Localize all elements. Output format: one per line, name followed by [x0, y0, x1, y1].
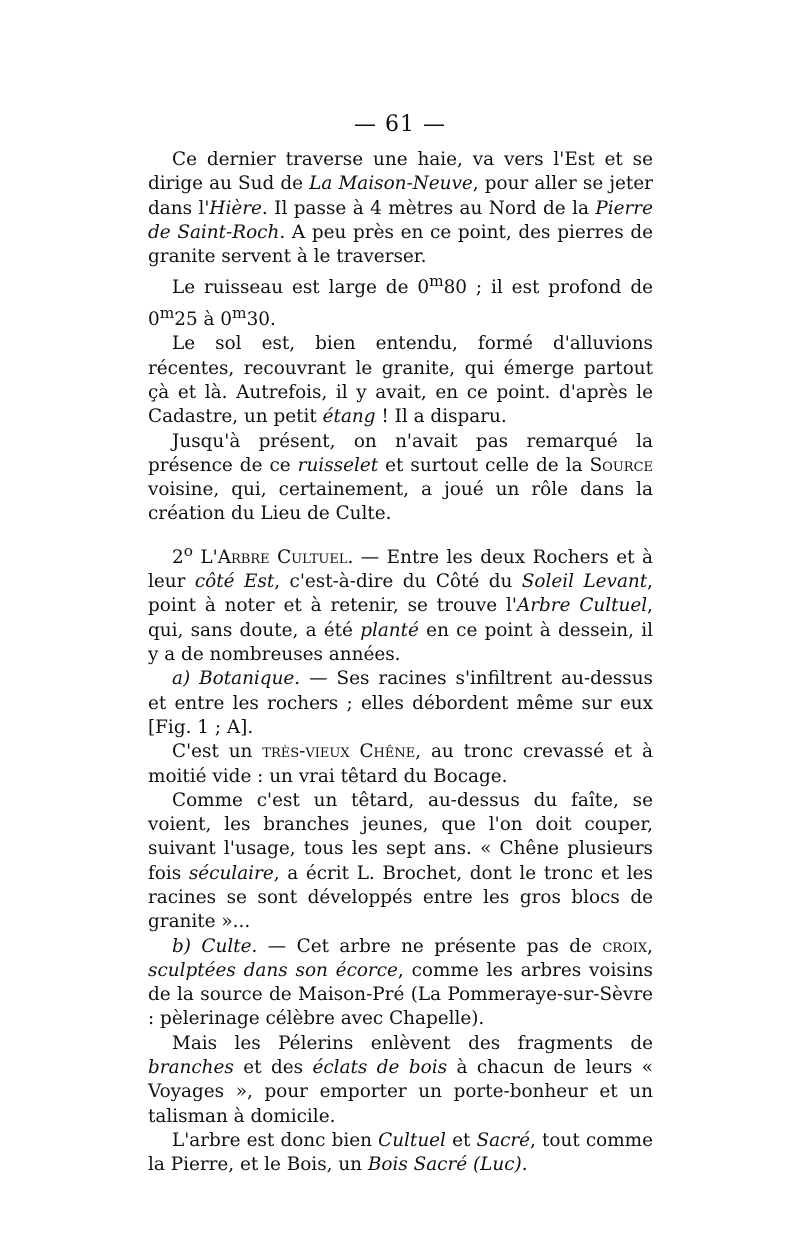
text-run: . [521, 1154, 528, 1176]
text-run: . Il passe à 4 mètres au Nord de la [261, 197, 596, 219]
text-run: Mais les Pélerins enlèvent des fragments de [172, 1032, 653, 1054]
text-run: 30. [246, 309, 276, 331]
text-run: voisine, qui, certainement, a joué un rôle dans la création du Lieu de Culte. [148, 479, 653, 525]
text-run: Comme c'est un têtard, au-dessus du faîte, se voient, les branches jeunes, que l'on doit couper, suivant l'usage, tous les sept ans. « Chêne plusieurs fois [148, 789, 653, 884]
small-caps-text: Source [589, 454, 653, 476]
small-caps-text: croix [602, 935, 648, 957]
text-run: et des [233, 1057, 313, 1079]
paragraph-4 [148, 430, 653, 527]
italic-text: Pierre de Saint-Roch [148, 197, 653, 243]
italic-text: Soleil Levant [521, 571, 648, 593]
italic-text: branches [148, 1057, 234, 1079]
paragraph-7 [148, 740, 653, 789]
text-run: L'arbre est donc bien [172, 1129, 379, 1151]
italic-text: Bois Sacré (Luc) [367, 1154, 522, 1176]
italic-text: éclats de bois [312, 1057, 448, 1079]
superscript-text: m [232, 303, 247, 322]
italic-text: Sacré [476, 1129, 531, 1151]
italic-text: Cultuel [378, 1129, 446, 1151]
paragraph-2 [148, 269, 653, 332]
text-run: , tout comme la Pierre, et le Bois, un [148, 1129, 654, 1176]
text-run: en ce point à dessein, il y a de nombreuses années. [148, 619, 653, 666]
text-run: . A peu près en ce point, des pierres de granite servent à le traverser. [148, 221, 653, 268]
italic-text: Arbre Cultuel [516, 595, 648, 617]
small-caps-text: très-vieux Chêne [262, 741, 416, 763]
page-number: — 61 — [354, 112, 446, 137]
paragraph-9 [148, 935, 653, 1032]
italic-text: b) Culte. [172, 935, 258, 957]
text-run: . — Entre les deux Rochers et à leur [148, 546, 653, 593]
text-run: 25 à 0 [174, 309, 233, 331]
text-run: , comme les arbres voisins de la source de Maison-Pré (La Pommeraye-sur-Sèvre : pèlerinage célèbre avec Chapelle). [148, 959, 653, 1030]
superscript-text: m [429, 272, 444, 291]
paragraph-1 [148, 148, 653, 269]
text-run: 2 [172, 546, 184, 568]
text-run: , qui, sans doute, a été [148, 595, 653, 641]
italic-text: étang [322, 406, 376, 428]
text-run: C'est un [172, 741, 263, 763]
italic-text: a) Botanique. [172, 668, 301, 690]
text-run: — Ses racines s'infiltrent au-dessus et entre les rochers ; elles débordent même sur eux [Fig. 1 ; A]. [148, 668, 653, 738]
paragraph-8 [148, 789, 653, 935]
italic-text: ruisselet [297, 454, 379, 476]
italic-text: séculaire [188, 862, 274, 884]
text-run: et [445, 1129, 477, 1151]
paragraph-6 [148, 667, 653, 740]
text-run: Jusqu'à présent, on n'avait pas remarqué la présence de ce [148, 430, 653, 476]
text-run: , [647, 935, 653, 957]
text-run: , c'est-à-dire du Côté du [274, 571, 522, 593]
text-run: , point à noter et à retenir, se trouve l' [148, 571, 653, 617]
superscript-text: o [183, 541, 193, 560]
small-caps-text: Arbre Cultuel [217, 546, 348, 568]
italic-text: sculptées dans son écorce [148, 959, 398, 981]
text-run: L' [192, 546, 218, 568]
text-run: et surtout celle de la [378, 454, 590, 476]
text-run: à chacun de leurs « Voyages », pour emporter un porte-bonheur et un talisman à domicile. [148, 1057, 653, 1127]
paragraph-3 [148, 332, 653, 429]
text-run: Ce dernier traverse une haie, va vers l'Est et se dirige au Sud de [148, 149, 653, 195]
italic-text: côté Est [194, 571, 275, 593]
text-run: , a écrit L. Brochet, dont le tronc et les racines se sont développés entre les gros blocs de granite »... [148, 862, 653, 933]
text-run: — Cet arbre ne présente pas de [257, 935, 603, 957]
text-run: ! Il a disparu. [375, 406, 507, 428]
italic-text: La Maison-Neuve [309, 173, 473, 195]
text-run: Le sol est, bien entendu, formé d'alluvions récentes, recouvrant le granite, qui émerge partout çà et là. Autrefois, il y avait, en ce point. d'après le Cadastre, un petit [148, 333, 653, 428]
text-run: Le ruisseau est large de 0 [172, 277, 430, 299]
italic-text: planté [360, 619, 419, 641]
paragraph-5 [148, 539, 653, 668]
italic-text: Hière [209, 197, 262, 219]
body-text [148, 148, 653, 1178]
superscript-text: m [159, 303, 175, 322]
text-run: , au tronc crevassé et à moitié vide : un vrai têtard du Bocage. [148, 741, 653, 787]
text-run: , pour aller se jeter dans l' [148, 173, 653, 219]
paragraph-10 [148, 1032, 653, 1129]
text-run: 80 ; il est profond de 0 [148, 277, 653, 331]
paragraph-11 [148, 1129, 653, 1178]
